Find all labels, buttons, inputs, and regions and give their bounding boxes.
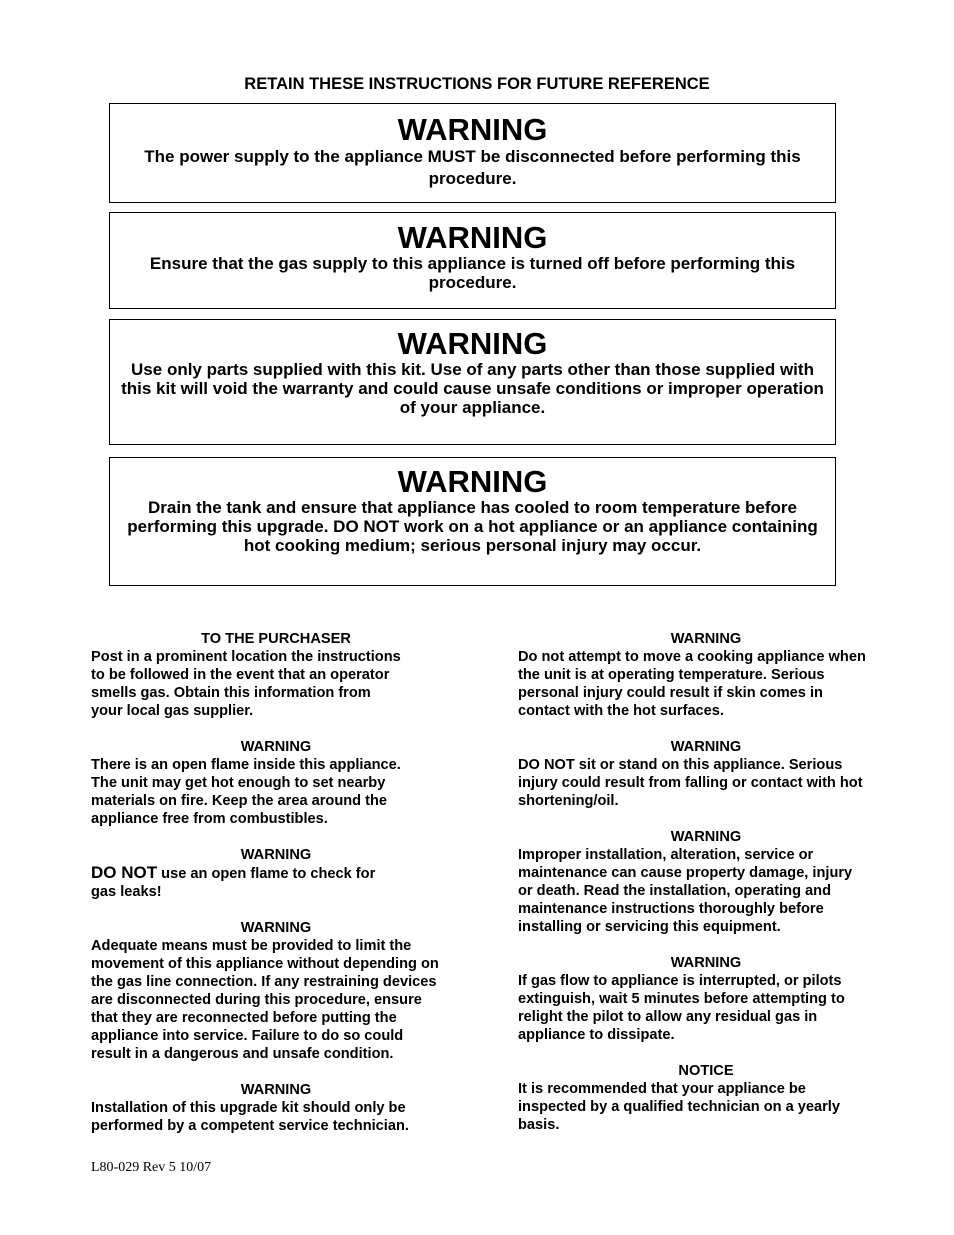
- section-text: Installation of this upgrade kit should only be performed by a competent service technician.: [91, 1100, 409, 1134]
- section-text: If gas flow to appliance is interrupted, or pilots extinguish, wait 5 minutes before attempting to relight the pilot to allow any residual gas in appliance to dissipate.: [518, 973, 845, 1043]
- warning-title: WARNING: [397, 326, 548, 361]
- installation-warning: [518, 828, 894, 936]
- technician-warning: [91, 1081, 461, 1135]
- open-flame-warning: [91, 738, 461, 828]
- section-title: TO THE PURCHASER: [201, 631, 351, 647]
- section-title: WARNING: [670, 955, 742, 971]
- section-title: WARNING: [240, 1082, 312, 1098]
- warning-box-drain: [109, 457, 836, 586]
- purchaser-section: [91, 630, 461, 720]
- section-text: It is recommended that your appliance be inspected by a qualified technician on a yearly basis.: [518, 1081, 840, 1133]
- move-appliance-warning: [518, 630, 894, 720]
- section-text: Post in a prominent location the instructions to be followed in the event that an operator smells gas. Obtain this information from your local gas supplier.: [91, 649, 401, 719]
- document-code: L80-029 Rev 5 10/07: [91, 1160, 212, 1175]
- warning-text: Ensure that the gas supply to this appliance is turned off before performing this procedure.: [149, 254, 796, 292]
- section-text: Adequate means must be provided to limit the movement of this appliance without depending on the gas line connection. If any restraining devices are disconnected during this procedure, ensure that they are reconnected before putting the appliance into service. Failure to do so could result in a dangerous and unsafe condition.: [91, 938, 439, 1062]
- warning-text: Drain the tank and ensure that appliance has cooled to room temperature before performing this upgrade. DO NOT work on a hot appliance or an appliance containing hot cooking medium; serious personal injury may occur.: [127, 498, 818, 555]
- gas-flow-warning: [518, 954, 894, 1044]
- right-column: [518, 630, 894, 1152]
- inspection-notice: [518, 1062, 894, 1134]
- section-title: WARNING: [240, 847, 312, 863]
- section-text: use an open flame to check for gas leaks!: [91, 866, 376, 900]
- section-title: WARNING: [240, 920, 312, 936]
- restraint-warning: [91, 919, 461, 1063]
- warning-box-parts: [109, 319, 836, 445]
- section-text-wrap: [91, 864, 461, 901]
- warning-box-power: [109, 103, 836, 203]
- section-title: WARNING: [670, 631, 742, 647]
- warning-text: The power supply to the appliance MUST be disconnected before performing this procedure.: [144, 147, 801, 188]
- retain-instructions-heading: RETAIN THESE INSTRUCTIONS FOR FUTURE REFERENCE: [244, 75, 710, 93]
- section-text: DO NOT sit or stand on this appliance. Serious injury could result from falling or contact with hot shortening/oil.: [518, 757, 863, 809]
- warning-text: Use only parts supplied with this kit. Use of any parts other than those supplied with this kit will void the warranty and could cause unsafe conditions or improper operation of your appliance.: [121, 360, 824, 417]
- section-text: There is an open flame inside this appliance. The unit may get hot enough to set nearby materials on fire. Keep the area around the appliance free from combustibles.: [91, 757, 401, 827]
- warning-box-gas: [109, 212, 836, 309]
- warning-title: WARNING: [397, 464, 548, 499]
- section-title: NOTICE: [678, 1063, 734, 1079]
- section-title: WARNING: [670, 829, 742, 845]
- left-column: [91, 630, 461, 1153]
- section-title: WARNING: [670, 739, 742, 755]
- warning-title: WARNING: [397, 112, 548, 147]
- section-text: Improper installation, alteration, service or maintenance can cause property damage, injury or death. Read the installation, operating and maintenance instructions thoroughly before installing or servicing this equipment.: [518, 847, 853, 935]
- sit-stand-warning: [518, 738, 894, 810]
- gas-leak-warning: [91, 846, 461, 901]
- warning-title: WARNING: [397, 220, 548, 255]
- do-not-emphasis: DO NOT: [91, 863, 158, 882]
- section-text: Do not attempt to move a cooking appliance when the unit is at operating temperature. Serious personal injury could result if skin comes in contact with the hot surfaces.: [518, 649, 866, 719]
- section-title: WARNING: [240, 739, 312, 755]
